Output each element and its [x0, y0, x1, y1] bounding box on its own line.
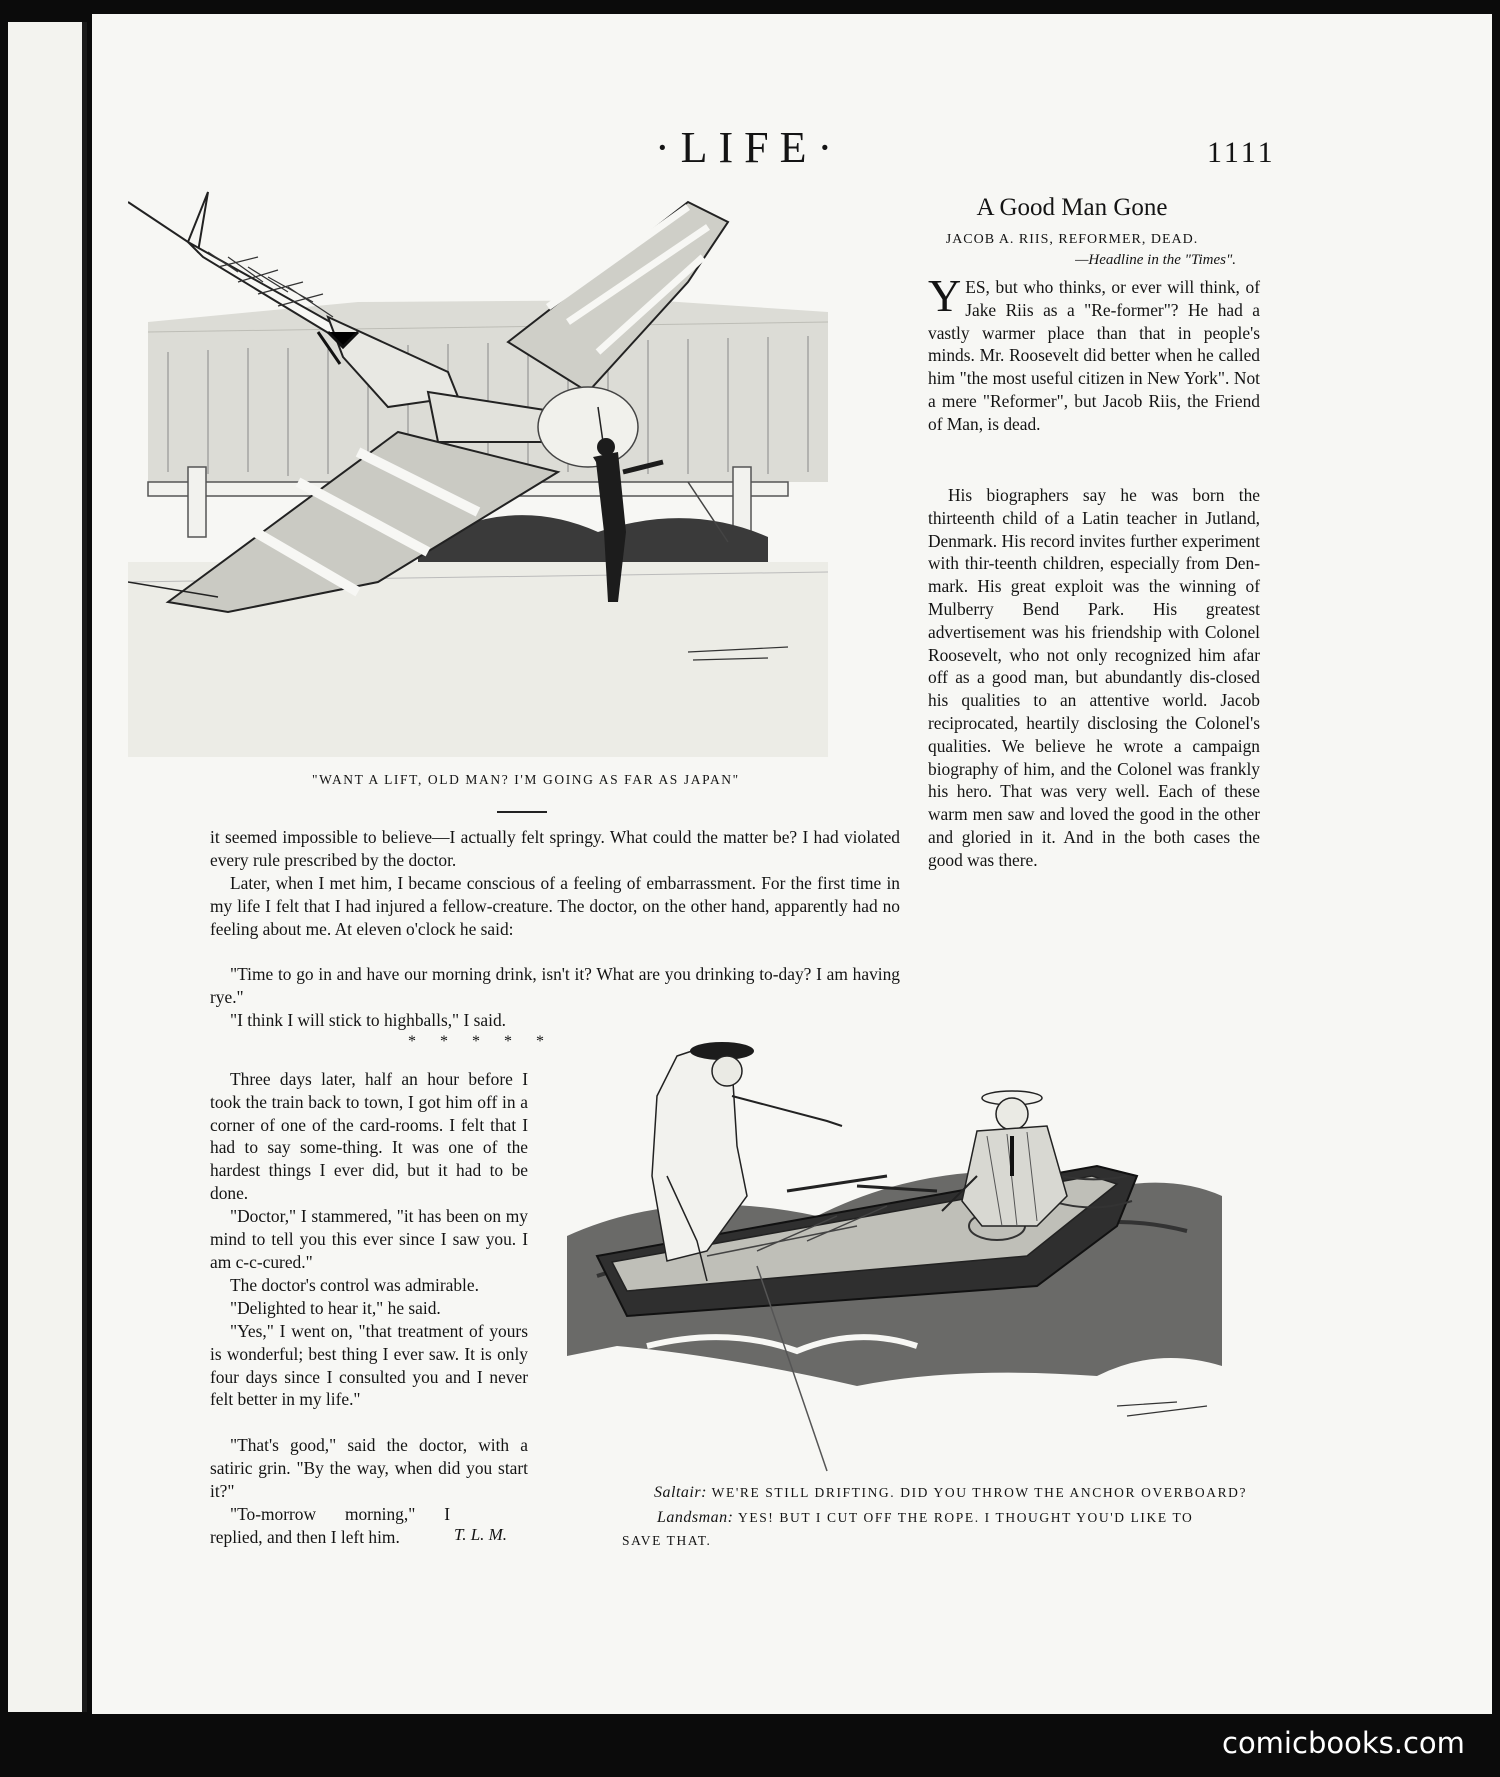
top-cartoon-caption: "WANT A LIFT, OLD MAN? I'M GOING AS FAR AS JAPAN" [312, 772, 740, 787]
body-paragraph: "Delighted to hear it," he said. [230, 1298, 441, 1318]
article-title: A Good Man Gone [976, 194, 1168, 221]
caption-line-text: WE'RE STILL DRIFTING. DID YOU THROW THE ANCHOR OVERBOARD? [711, 1485, 1248, 1500]
body-paragraph-continued: it seemed impossible to believe—I actually felt springy. What could the matter be? I had violated every rule prescribed by the doctor. [210, 827, 900, 870]
body-paragraph: "That's good," said the doctor, with a satiric grin. "By the way, when did you start it?" [210, 1435, 528, 1501]
page-gutter [82, 22, 87, 1712]
body-paragraph: "Doctor," I stammered, "it has been on my mind to tell you this ever since I saw you. I am c-c-cured." [210, 1206, 528, 1272]
bottom-caption-line-2 [622, 1506, 1222, 1552]
site-watermark: comicbooks.com [1222, 1726, 1465, 1760]
article-paragraph [928, 270, 1260, 436]
rowboat-cartoon-illustration [557, 1026, 1232, 1482]
previous-page-edge [0, 0, 84, 1777]
section-break-stars: * * * * * [408, 1033, 554, 1050]
body-paragraph: "Time to go in and have our morning drink, isn't it? What are you drinking to-day? I am having rye." [210, 964, 900, 1007]
masthead: ·LIFE· [655, 123, 844, 172]
drop-cap: Y [928, 270, 962, 321]
airplane-cartoon-illustration [128, 182, 828, 757]
speaker-saltair: Saltair: [654, 1484, 707, 1501]
author-signature: T. L. M. [454, 1525, 508, 1544]
body-paragraph: "To-morrow morning," I replied, and then I left him. [210, 1504, 450, 1547]
body-paragraph: Later, when I met him, I became conscious of a feeling of embarrassment. For the first time in my life I felt that I had injured a fellow-creature. The doctor, on the other hand, apparently had no feeling about me. At eleven o'clock he said: [210, 873, 900, 939]
previous-page-paper [8, 22, 82, 1712]
speaker-landsman: Landsman: [657, 1509, 734, 1526]
caption-line-text: YES! BUT I CUT OFF THE ROPE. I THOUGHT YOU'D LIKE TO SAVE THAT. [622, 1510, 1194, 1548]
body-paragraph: Three days later, half an hour before I took the train back to town, I got him off in a corner of one of the card-rooms. I felt that I had to say some-thing. It was one of the hardest things I ever did, but it had to be done. [210, 1069, 528, 1203]
article-paragraph-text: ES, but who thinks, or ever will think, of Jake Riis as a "Re-former"? He had a vastly warmer place than that in people's minds. Mr. Roosevelt did better when he called him "the most useful citizen in New York". Not a mere "Reformer", but Jacob Riis, the Friend of Man, is dead. [928, 277, 1260, 434]
bottom-caption-line-1 [654, 1484, 1247, 1502]
page-number: 1111 [1207, 136, 1276, 169]
body-paragraph: The doctor's control was admirable. [230, 1275, 479, 1295]
article-paragraph: His biographers say he was born the thirteenth child of a Latin teacher in Jutland, Denmark. His record invites further experiment with thir-teenth children, especially from Den-mark. His great exploit was the winning of Mulberry Bend Park. His greatest advertisement was his friendship with Colonel Roosevelt, who not only recognized him afar off as a good man, but abundantly dis-closed his qualities to an attentive world. Jacob reciprocated, heartily disclosing the Colonel's qualities. We believe he wrote a campaign biography of him, and the Colonel was frankly his hero. That was very well. Each of these warm men saw and loved the good in the other and gloried in it. And in the both cases the good was there. [928, 485, 1260, 870]
caption-rule [497, 811, 547, 813]
body-paragraph: "I think I will stick to highballs," I said. [230, 1010, 506, 1030]
article-source-line: —Headline in the "Times". [1075, 252, 1236, 268]
magazine-page [92, 14, 1492, 1714]
article-subhead: JACOB A. RIIS, REFORMER, DEAD. [945, 232, 1199, 247]
body-paragraph: "Yes," I went on, "that treatment of yours is wonderful; best thing I ever saw. It is only four days since I consulted you and I never felt better in my life." [210, 1321, 528, 1410]
